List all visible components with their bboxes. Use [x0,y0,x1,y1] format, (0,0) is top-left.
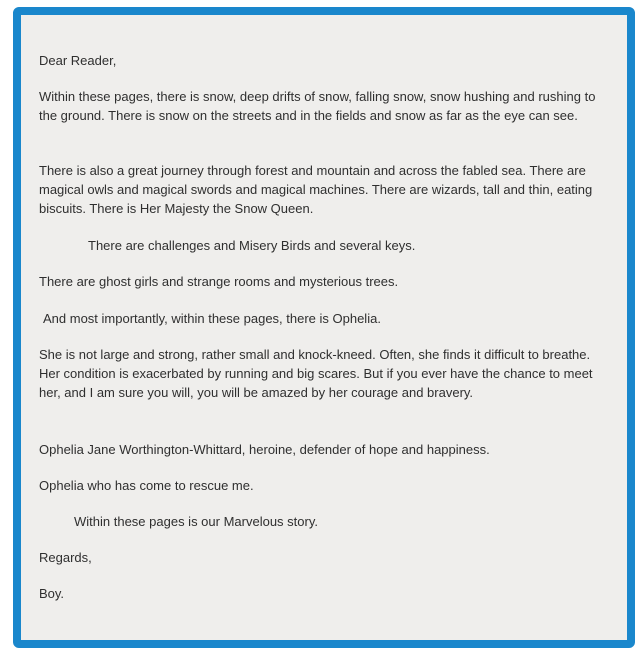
paragraph-heroine: Ophelia Jane Worthington-Whittard, heroine, defender of hope and happiness. [39,442,490,457]
paragraph-condition: She is not large and strong, rather small and knock-kneed. Often, she finds it difficult to breathe. Her condition is exacerbated by running and big scares. But if you ever have the chance to meet her, and I am sure you will, you will be amazed by her courage and bravery. [39,347,593,400]
letter-signature: Boy. [39,586,65,601]
letter-closing: Regards, [39,550,92,565]
paragraph-rescue: Ophelia who has come to rescue me. [39,478,254,493]
letter-frame [13,7,635,648]
paragraph-ghost-girls: There are ghost girls and strange rooms and mysterious trees. [39,274,399,289]
paragraph-challenges: There are challenges and Misery Birds and several keys. [88,238,416,253]
paragraph-snow: Within these pages, there is snow, deep drifts of snow, falling snow, snow hushing and rushing to the ground. There is snow on the streets and in the fields and snow as far as the eye can see. [39,89,596,123]
paragraph-ophelia: And most importantly, within these pages, there is Ophelia. [43,311,381,326]
paragraph-story: Within these pages is our Marvelous story. [74,514,318,529]
paragraph-journey: There is also a great journey through forest and mountain and across the fabled sea. There are magical owls and magical swords and magical machines. There are wizards, tall and thin, eating biscuits. There is Her Majesty the Snow Queen. [39,163,593,216]
letter-greeting: Dear Reader, [39,53,117,68]
